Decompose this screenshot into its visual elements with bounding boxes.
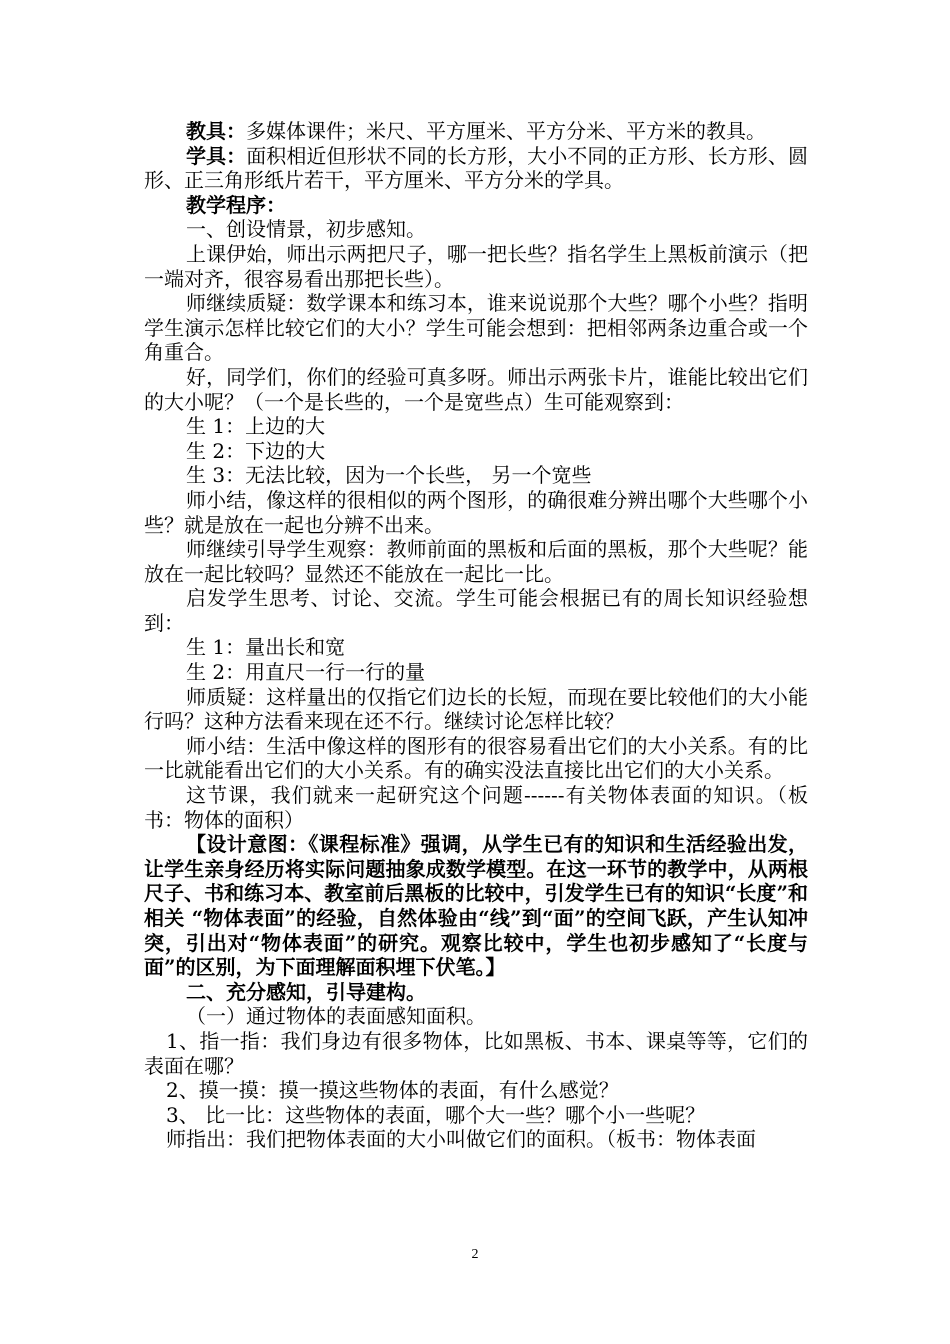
paragraph: 生 3：无法比较，因为一个长些， 另一个宽些 [186,463,592,488]
list-item: 3、 比一比：这些物体的表面，哪个大一些？哪个小一些呢？ [166,1102,706,1127]
list-item: 2、摸一摸：摸一摸这些物体的表面，有什么感觉？ [166,1078,619,1103]
paragraph: 师小结，像这样的很相似的两个图形，的确很难分辨出哪个大些哪个小些？就是放在一起也分辨不出来。 [144,487,808,537]
paragraph: 上课伊始，师出示两把尺子，哪一把长些？指名学生上黑板前演示（把一端对齐，很容易看出那把长些）。 [144,241,808,291]
design-intent-note: 【设计意图：《课程标准》强调，从学生已有的知识和生活经验出发，让学生亲身经历将实际问题抽象成数学模型。在这一环节的教学中，从两根尺子、书和练习本、教室前后黑板的比较中，引发学生已有的知识“长度”和相关 “物体表面”的经验，自然体验由“线”到“面”的空间飞跃，产生认知冲突，引出对“物体表面”的研究。观察比较中，学生也初步感知了“长度与面”的区别，为下面理解面积埋下伏笔。】 [144,832,808,980]
paragraph: 生 2：用直尺一行一行的量 [186,660,426,685]
paragraph: 生 1：上边的大 [186,414,326,439]
student-aids-label: 学具： [186,143,247,168]
list-item: 1、指一指：我们身边有很多物体，比如黑板、书本、课桌等等，它们的表面在哪？ [144,1028,808,1078]
student-aids-text: 面积相近但形状不同的长方形，大小不同的正方形、长方形、圆形、正三角形纸片若干，平方厘米、平方分米的学具。 [144,143,809,193]
paragraph: 这节课，我们就来一起研究这个问题------有关物体表面的知识。（板书：物体的面积） [144,783,808,832]
section-heading-1: 一、创设情景，初步感知。 [186,217,426,242]
paragraph-student-aids [144,144,808,193]
section-heading-procedure: 教学程序： [186,192,286,217]
paragraph: 启发学生思考、讨论、交流。学生可能会根据已有的周长知识经验想到： [144,586,808,635]
paragraph: 师小结：生活中像这样的图形有的很容易看出它们的大小关系。有的比一比就能看出它们的大小关系。有的确实没法直接比出它们的大小关系。 [144,733,808,783]
paragraph: 师指出：我们把物体表面的大小叫做它们的面积。（板书：物体表面 [166,1127,756,1152]
subsection-heading: （一）通过物体的表面感知面积。 [186,1004,486,1029]
section-heading-2: 二、充分感知，引导建构。 [186,979,426,1004]
paragraph: 师继续质疑：数学课本和练习本，谁来说说那个大些？哪个小些？指明学生演示怎样比较它们的大小？学生可能会想到：把相邻两条边重合或一个角重合。 [144,291,808,365]
teaching-aids-text: 多媒体课件；米尺、平方厘米、平方分米、平方米的教具。 [246,119,766,143]
paragraph: 师质疑：这样量出的仅指它们边长的长短，而现在要比较他们的大小能行吗？这种方法看来现在还不行。继续讨论怎样比较？ [144,684,808,734]
page-number: 2 [471,1247,479,1262]
paragraph-teaching-aids [144,119,808,144]
teaching-aids-label: 教具： [186,119,246,143]
paragraph: 好，同学们，你们的经验可真多呀。师出示两张卡片，谁能比较出它们的大小呢？（一个是长些的，一个是宽些点）生可能观察到： [144,364,808,414]
paragraph: 师继续引导学生观察：教师前面的黑板和后面的黑板，那个大些呢？能放在一起比较吗？显然还不能放在一起比一比。 [144,537,808,586]
paragraph: 生 1：量出长和宽 [186,635,346,660]
document-body [144,119,808,1152]
paragraph: 生 2：下边的大 [186,438,326,463]
